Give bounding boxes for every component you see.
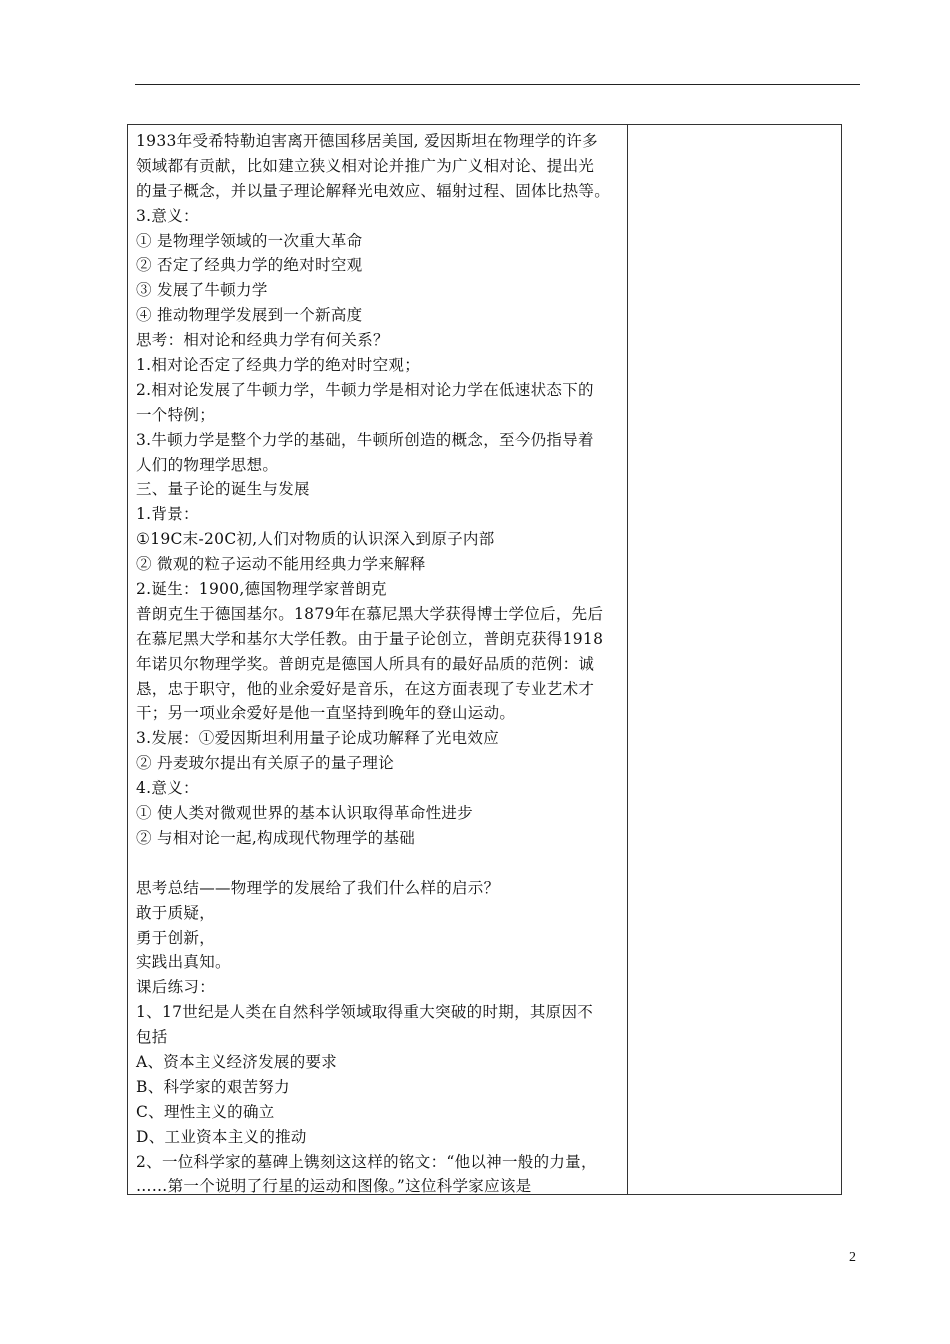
text-line: 1.相对论否定了经典力学的绝对时空观； [136, 356, 420, 375]
text-line: 普朗克生于德国基尔。1879年在慕尼黑大学获得博士学位后，先后 [136, 604, 604, 623]
text-line: 年诺贝尔物理学奖。普朗克是德国人所具有的最好品质的范例：诚 [136, 654, 595, 673]
text-line: ② 丹麦玻尔提出有关原子的量子理论 [136, 754, 395, 773]
text-line: 领域都有贡献，比如建立狭义相对论并推广为广义相对论、提出光 [136, 156, 595, 175]
text-line: ② 与相对论一起,构成现代物理学的基础 [136, 828, 416, 847]
text-line [136, 851, 619, 876]
text-line: ……第一个说明了行星的运动和图像。”这位科学家应该是 [136, 1177, 532, 1196]
text-line: 人们的物理学思想。 [136, 455, 279, 474]
text-line: D、工业资本主义的推动 [136, 1127, 307, 1146]
text-line: C、理性主义的确立 [136, 1102, 275, 1121]
text-line: 三、量子论的诞生与发展 [136, 480, 310, 499]
text-line: ② 否定了经典力学的绝对时空观 [136, 256, 363, 275]
text-line: ① 使人类对微观世界的基本认识取得革命性进步 [136, 804, 474, 823]
text-line: ③ 发展了牛顿力学 [136, 281, 268, 300]
text-line: 2.相对论发展了牛顿力学，牛顿力学是相对论力学在低速状态下的 [136, 380, 594, 399]
text-line: 2.诞生：1900,德国物理学家普朗克 [136, 580, 387, 599]
text-line: 思考总结——物理学的发展给了我们什么样的启示？ [136, 878, 500, 897]
text-line: 3.发展：①爱因斯坦利用量子论成功解释了光电效应 [136, 729, 499, 748]
text-line: ④ 推动物理学发展到一个新高度 [136, 306, 363, 325]
text-line: 勇于创新， [136, 928, 216, 947]
header-rule [135, 84, 860, 85]
text-line: ①19C末-20C初,人们对物质的认识深入到原子内部 [136, 530, 495, 549]
text-line: 4.意义： [136, 779, 199, 798]
text-line: 3.牛顿力学是整个力学的基础，牛顿所创造的概念，至今仍指导着 [136, 430, 594, 449]
text-line: A、资本主义经济发展的要求 [136, 1052, 338, 1071]
text-line: 实践出真知。 [136, 953, 231, 972]
text-line: ① 是物理学领域的一次重大革命 [136, 231, 363, 250]
main-content-cell [128, 125, 628, 1194]
text-line: 敢于质疑， [136, 903, 216, 922]
text-line: 1933年受希特勒迫害离开德国移居美国, 爱因斯坦在物理学的许多 [136, 132, 598, 150]
text-line: 1.背景： [136, 505, 199, 524]
text-line: 干；另一项业余爱好是他一直坚持到晚年的登山运动。 [136, 704, 516, 723]
text-line: 思考：相对论和经典力学有何关系？ [136, 331, 389, 350]
text-line: 2、一位科学家的墓碑上镌刻这这样的铭文：“他以神一般的力量， [136, 1152, 597, 1171]
text-line: 一个特例； [136, 405, 216, 424]
text-line: ② 微观的粒子运动不能用经典力学来解释 [136, 555, 426, 574]
text-line: 课后练习： [136, 978, 216, 997]
text-line: 包括 [136, 1028, 168, 1047]
page-number: 2 [849, 1250, 856, 1265]
text-line: 在慕尼黑大学和基尔大学任教。由于量子论创立，普朗克获得1918 [136, 629, 604, 648]
content-table [127, 124, 842, 1195]
text-line: 的量子概念，并以量子理论解释光电效应、辐射过程、固体比热等。 [136, 181, 611, 200]
text-line: B、科学家的艰苦努力 [136, 1077, 290, 1096]
text-line: 1、17世纪是人类在自然科学领域取得重大突破的时期，其原因不 [136, 1003, 594, 1022]
side-notes-cell [628, 125, 841, 1194]
text-line: 恳，忠于职守，他的业余爱好是音乐，在这方面表现了专业艺术才 [136, 679, 595, 698]
text-line: 3.意义： [136, 206, 199, 225]
